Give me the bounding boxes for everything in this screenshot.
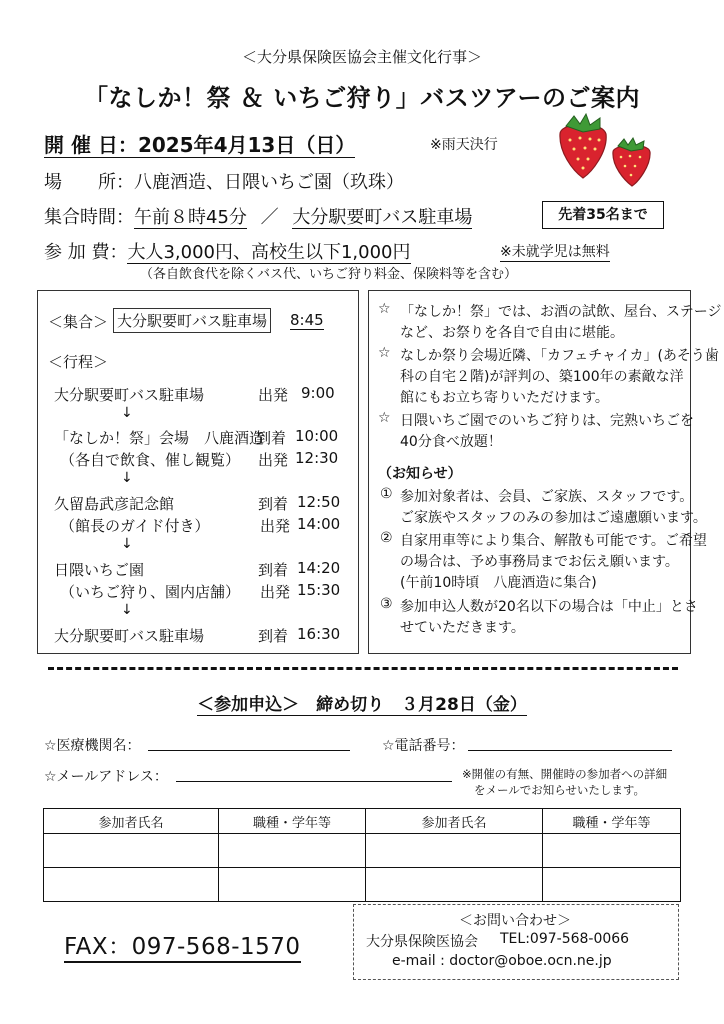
stop-dep-time: 12:30 [295, 449, 339, 467]
stop-dep-time: 9:00 [301, 384, 335, 402]
notice-line: 参加対象者は、会員、ご家族、スタッフです。 [400, 489, 694, 505]
job-cell[interactable] [543, 868, 681, 902]
meeting-time: 午前８時45分 [134, 207, 247, 228]
col-header-job: 職種・学年等 [543, 809, 681, 834]
stop-arr-label: 到着 [258, 495, 289, 513]
notice-line: (午前10時頃 八鹿酒造に集合) [400, 575, 597, 591]
fee-row [44, 238, 411, 264]
table-row [44, 868, 681, 902]
name-cell[interactable] [366, 834, 543, 868]
col-header-name: 参加者氏名 [366, 809, 543, 834]
page-title: 「なしか！祭 ＆ いちご狩り」バスツアーのご案内 [84, 84, 640, 112]
arrow-icon: ↓ [121, 536, 133, 552]
meeting-place: 大分駅要町バス駐車場 [292, 207, 473, 228]
contact-org: 大分県保険医協会 [366, 934, 478, 950]
phone-input[interactable] [468, 749, 672, 751]
date-row [44, 129, 355, 158]
meet-place-box: 大分駅要町バス駐車場 [113, 308, 271, 333]
notice-line: ご家族やスタッフのみの参加はご遠慮願います。 [400, 510, 707, 526]
application-heading-text: ＜参加申込＞ 締め切り ３月28日（金） [197, 695, 527, 715]
meet-label: ＜集合＞ [48, 313, 109, 331]
arrow-icon: ↓ [121, 405, 133, 421]
job-cell[interactable] [543, 834, 681, 868]
star-icon: ☆ [378, 301, 391, 317]
star-icon: ☆ [378, 345, 391, 361]
capacity-badge: 先着35名まで [542, 201, 664, 229]
name-cell[interactable] [366, 868, 543, 902]
fee-label: 参 加 費： [44, 242, 128, 263]
name-cell[interactable] [44, 868, 219, 902]
schedule-label: ＜行程＞ [48, 353, 109, 371]
email-label: ☆メールアドレス： [44, 769, 168, 785]
stop-name: 日隈いちご園 [54, 561, 145, 579]
highlight-line: なしか祭り会場近隣、「カフェチャイカ」(あそう歯 [400, 348, 719, 364]
name-cell[interactable] [44, 834, 219, 868]
notice-line: せていただきます。 [400, 620, 525, 636]
meeting-label: 集合時間： [44, 207, 134, 228]
stop-sub: （館長のガイド付き） [60, 517, 210, 535]
place-value: 八鹿酒造、日隈いちご園（玖珠） [134, 172, 404, 193]
stop-arr-time: 14:20 [297, 559, 341, 577]
highlight-line: 日隈いちご園でのいちご狩りは、完熟いちごを [400, 413, 694, 429]
email-note: ※開催の有無、開催時の参加者への詳細 [462, 767, 668, 781]
stop-arr-time: 10:00 [295, 427, 339, 445]
highlight-line: 40分食べ放題！ [400, 434, 502, 450]
stop-arr-label: 到着 [256, 429, 287, 447]
notice-line: の場合は、予め事務局までお伝え願います。 [400, 554, 679, 570]
arrow-icon: ↓ [121, 470, 133, 486]
stop-arr-time: 16:30 [297, 625, 341, 643]
col-header-name: 参加者氏名 [44, 809, 219, 834]
star-icon: ☆ [378, 410, 391, 426]
meeting-separator: ／ [260, 207, 279, 228]
stop-arr-time: 12:50 [297, 493, 341, 511]
notice-line: 参加申込人数が20名以下の場合は「中止」とさ [400, 599, 698, 615]
event-subtitle: ＜大分県保険医協会主催文化行事＞ [241, 48, 482, 66]
stop-dep-label: 出発 [258, 386, 289, 404]
table-header-row [44, 809, 681, 834]
fee-value: 大人3,000円、高校生以下1,000円 [127, 242, 411, 263]
table-row [44, 834, 681, 868]
meet-time: 8:45 [290, 311, 324, 329]
date-label: 開 催 日： [44, 133, 138, 157]
stop-dep-time: 15:30 [297, 581, 341, 599]
stop-arr-label: 到着 [258, 627, 289, 645]
stop-dep-label: 出発 [258, 451, 289, 469]
notice-line: 自家用車等により集合、解散も可能です。ご希望 [400, 533, 707, 549]
institution-label: ☆医療機関名： [44, 738, 141, 754]
place-label: 場 所： [44, 172, 134, 193]
highlight-line: 科の自宅２階)が評判の、築100年の素敵な洋 [400, 369, 684, 385]
fee-subnote: （各自飲食代を除くバス代、いちご狩り料金、保険料等を含む） [140, 267, 518, 282]
stop-name: 久留島武彦記念館 [54, 495, 175, 513]
institution-input[interactable] [148, 749, 350, 751]
highlight-line: など、お祭りを各自で自由に堪能。 [400, 325, 624, 341]
phone-label: ☆電話番号： [382, 738, 465, 754]
application-heading [0, 690, 724, 715]
stop-dep-label: 出発 [260, 583, 291, 601]
stop-arr-label: 到着 [258, 561, 289, 579]
notice-number: ② [380, 530, 393, 546]
strawberry-large-icon [560, 114, 606, 178]
stop-name: 大分駅要町バス駐車場 [54, 627, 205, 645]
date-value: 2025年4月13日（日） [137, 133, 356, 157]
stop-name: 「なしか！祭」会場 八鹿酒造 [54, 429, 265, 447]
cut-line [48, 667, 678, 670]
arrow-icon: ↓ [121, 602, 133, 618]
notice-label: （お知らせ） [378, 466, 462, 482]
contact-heading: ＜お問い合わせ＞ [459, 913, 571, 929]
participant-table [43, 808, 681, 902]
stop-name: 大分駅要町バス駐車場 [54, 386, 205, 404]
job-cell[interactable] [219, 868, 366, 902]
email-input[interactable] [176, 780, 452, 782]
col-header-job: 職種・学年等 [219, 809, 366, 834]
stop-sub: （いちご狩り、園内店舗） [60, 583, 241, 601]
strawberry-small-icon [613, 138, 650, 186]
strawberry-illustration [556, 112, 656, 190]
highlight-line: 「なしか！祭」では、お酒の試飲、屋台、ステージ [400, 304, 722, 320]
date-note: ※雨天決行 [430, 137, 498, 153]
stop-dep-time: 14:00 [297, 515, 341, 533]
meeting-row [44, 203, 472, 229]
job-cell[interactable] [219, 834, 366, 868]
fee-note: ※未就学児は無料 [500, 241, 610, 262]
contact-email: e-mail : doctor@oboe.ocn.ne.jp [392, 953, 612, 969]
notice-number: ③ [380, 596, 393, 612]
email-note: をメールでお知らせいたします。 [474, 783, 646, 797]
contact-phone: TEL:097-568-0066 [500, 931, 630, 947]
notice-number: ① [380, 486, 393, 502]
highlight-line: 館にもお立ち寄りいただけます。 [400, 390, 609, 406]
place-row [44, 168, 404, 194]
fax-number: FAX：097-568-1570 [64, 928, 301, 963]
stop-sub: （各自で飲食、催し観覧） [60, 451, 241, 469]
stop-dep-label: 出発 [260, 517, 291, 535]
